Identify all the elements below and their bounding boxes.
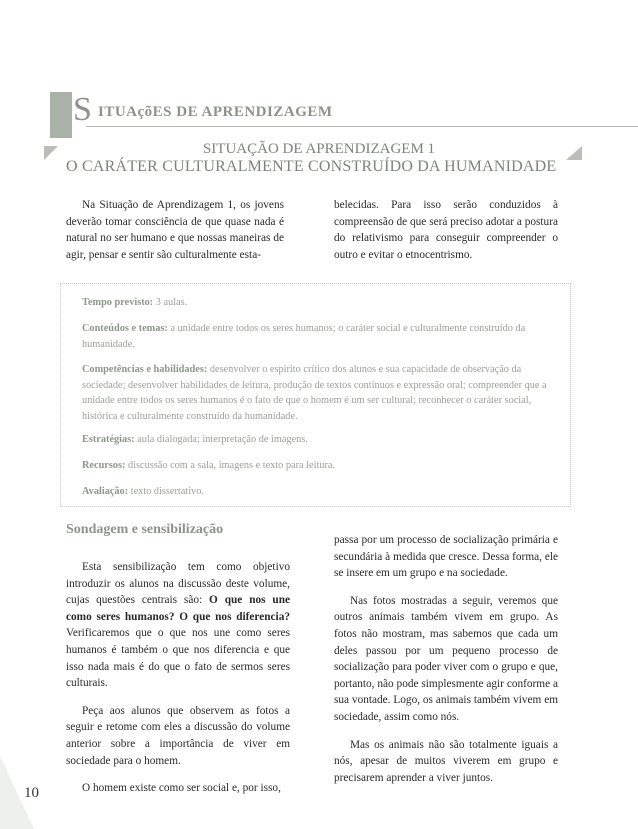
conteudos-label: Conteúdos e temas: bbox=[82, 323, 168, 334]
p1-end: Verificaremos que o que nos une como seres humanos é também o que nos diferencia e que isso nada mais é do que o fato de sermos seres culturais. bbox=[66, 627, 290, 690]
info-estrategias bbox=[82, 432, 557, 448]
sondagem-paragraph-1 bbox=[66, 559, 290, 692]
intro-right-column bbox=[334, 197, 558, 263]
info-conteudos bbox=[82, 321, 557, 352]
info-avaliacao bbox=[82, 484, 557, 500]
estrategias-value: aula dialogada; interpretação de imagens. bbox=[134, 434, 308, 445]
header-initial: S bbox=[73, 91, 92, 128]
sondagem-left-column bbox=[66, 559, 290, 797]
tempo-value: 3 aulas. bbox=[153, 297, 188, 308]
conteudos-value: a unidade entre todos os seres humanos; o caráter social e culturalmente construído da humanidade. bbox=[82, 323, 526, 350]
sondagem-paragraph-3: O homem existe como ser social e, por isso, bbox=[82, 782, 281, 795]
estrategias-label: Estratégias: bbox=[82, 434, 135, 445]
section-title: Sondagem e sensibilização bbox=[66, 522, 224, 537]
intro-left-text: Na Situação de Aprendizagem 1, os jovens deverão tomar consciência de que quase nada é natural no ser humano e que nossas maneiras de agir, pensar e sentir são culturalmente esta- bbox=[66, 199, 284, 261]
header-rule bbox=[86, 126, 638, 127]
header-title: ITUAçõES DE APRENDIZAGEM bbox=[98, 104, 333, 120]
avaliacao-label: Avaliação: bbox=[82, 486, 129, 497]
recursos-label: Recursos: bbox=[82, 460, 126, 471]
sondagem-paragraph-r3: Mas os animais não são totalmente iguais a nós, apesar de muitos viverem em grupo e precisarem aprender a viver juntos. bbox=[334, 738, 558, 784]
p1-bold: O que nos une como seres humanos? O que nos diferencia? bbox=[66, 594, 290, 623]
sondagem-paragraph-r1: passa por um processo de socialização primária e secundária à medida que cresce. Dessa forma, ele se insere em um grupo e na sociedade. bbox=[334, 534, 558, 580]
p1-text: Esta sensibilização tem como objetivo introduzir os alunos na discussão deste volume, cujas questões centrais são: bbox=[66, 561, 290, 607]
page-number: 10 bbox=[24, 785, 39, 801]
recursos-value: discussão com a sala, imagens e texto para leitura. bbox=[125, 460, 336, 471]
info-recursos bbox=[82, 458, 557, 474]
info-tempo bbox=[82, 295, 557, 311]
situation-subtitle: O CARÁTER CULTURALMENTE CONSTRUÍDO DA HUMANIDADE bbox=[66, 158, 557, 175]
info-competencias bbox=[82, 362, 557, 424]
competencias-value: desenvolver o espírito crítico dos alunos e sua capacidade de observação da sociedade; desenvolver habilidades de leitura, produção de textos contínuos e expressão oral; compreender que a unidade entre todos os seres humanos é o fato de que o homem é um ser cultural; reconhecer o caráter social, histórica e culturalmente construído da humanidade. bbox=[82, 364, 547, 422]
intro-left-column bbox=[66, 197, 284, 263]
competencias-label: Competências e habilidades: bbox=[82, 364, 208, 375]
tempo-label: Tempo previsto: bbox=[82, 297, 154, 308]
intro-right-text: belecidas. Para isso serão conduzidos à compreensão de que será preciso adotar a postura do relativismo para conseguir compreender o outro e evitar o etnocentrismo. bbox=[334, 199, 558, 261]
sondagem-paragraph-2: Peça aos alunos que observem as fotos a seguir e retome com eles a discussão do volume anterior sobre a importância de viver em sociedade para o homem. bbox=[66, 704, 290, 767]
sondagem-right-column bbox=[334, 532, 558, 786]
situation-title: SITUAÇÃO DE APRENDIZAGEM 1 bbox=[202, 141, 436, 157]
header-accent-box bbox=[50, 92, 72, 138]
sondagem-paragraph-r2: Nas fotos mostradas a seguir, veremos que outros animais também vivem em grupo. As fotos não mostram, mas sabemos que cada um deles passou por um pequeno processo de socialização para poder viver com o grupo e que, portanto, não pode simplesmente agir conforme a sua vontade. Logo, os animais também vivem em sociedade, assim como nós. bbox=[334, 594, 558, 723]
avaliacao-value: texto dissertativo. bbox=[128, 486, 204, 497]
